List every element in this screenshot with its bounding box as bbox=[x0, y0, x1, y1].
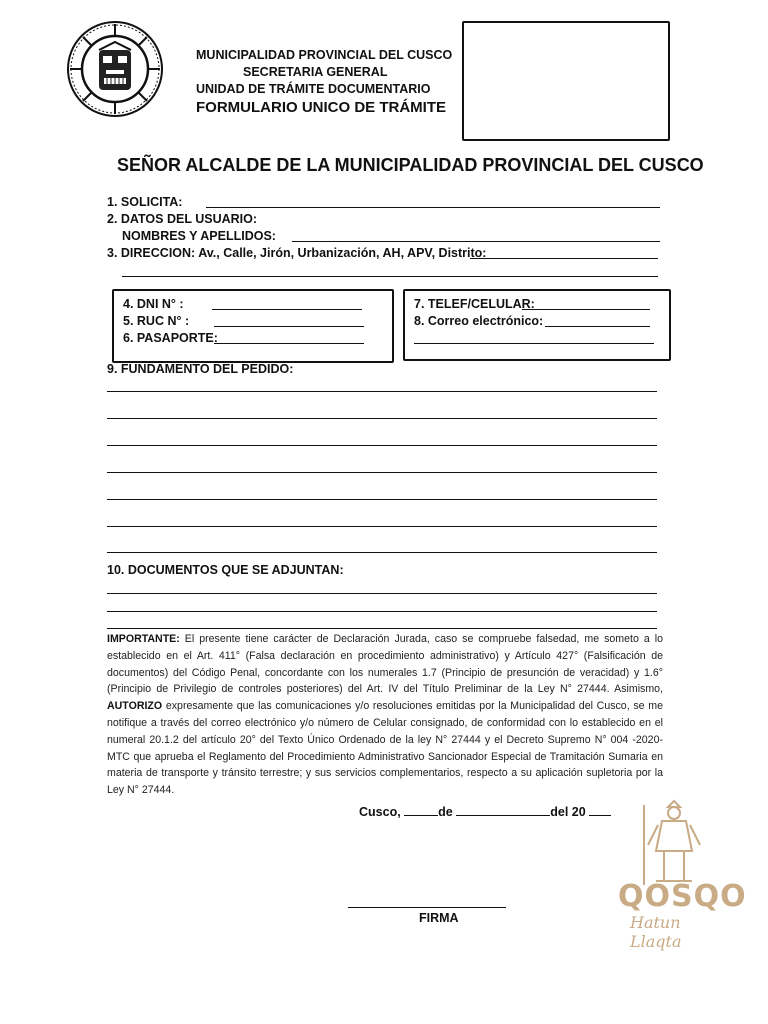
signature-label: FIRMA bbox=[419, 911, 459, 925]
brand-name: QOSQO bbox=[618, 879, 747, 914]
form-title: FORMULARIO UNICO DE TRÁMITE bbox=[196, 99, 446, 116]
field-datos-label: 2. DATOS DEL USUARIO: bbox=[107, 212, 258, 226]
salutation-heading: SEÑOR ALCALDE DE LA MUNICIPALIDAD PROVINCIAL DEL CUSCO bbox=[117, 155, 704, 175]
field-fundamento-label: 9. FUNDAMENTO DEL PEDIDO: bbox=[107, 362, 294, 376]
date-year-blank[interactable] bbox=[589, 815, 611, 816]
fundamento-line[interactable] bbox=[107, 391, 657, 392]
fundamento-line[interactable] bbox=[107, 526, 657, 527]
header-line-2: SECRETARIA GENERAL bbox=[243, 65, 388, 79]
field-pasaporte-line[interactable] bbox=[214, 343, 364, 344]
documentos-line[interactable] bbox=[107, 628, 657, 629]
documentos-line[interactable] bbox=[107, 593, 657, 594]
notice-text-1: El presente tiene carácter de Declaración Jurada, caso se compruebe falsedad, me someto a lo establecido en el Art. 411° (Falsa declaración en procedimiento administrativo) y Artículo 427° (Falsificación de documentos) del Código Penal, concordante con los numerales 1.7 (Principio de presunción de veracidad) y 1.6° (Principio de Privilegio de controles posteriores) del Art. IV del Título Preliminar de la Ley N° 27444. Asimismo, bbox=[107, 633, 663, 696]
municipal-seal bbox=[66, 20, 164, 118]
field-nombres-line[interactable] bbox=[292, 241, 660, 242]
field-direccion-label: 3. DIRECCION: Av., Calle, Jirón, Urbanización, AH, APV, Distrito: bbox=[107, 246, 487, 260]
fundamento-line[interactable] bbox=[107, 499, 657, 500]
field-direccion-line-2[interactable] bbox=[122, 276, 658, 277]
field-dni-line[interactable] bbox=[212, 309, 362, 310]
fundamento-line[interactable] bbox=[107, 445, 657, 446]
notice-text-2: expresamente que las comunicaciones y/o resoluciones emitidas por la Municipalidad del Cusco, se me notifique a través del correo electrónico y/o número de Celular consignado, de conformidad con lo establecido en el numeral 20.1.2 del artículo 20° del Texto Único Ordenado de la ley N° 27444 y el Decreto Supremo N° 004 -2020-MTC que aprueba el Reglamento del Procedimiento Administrativo Sancionador Especial de Tramitación Sumaria en materia de transporte y tránsito terrestre; y sus servicios complementarios, respecto a su aplicación supletoria por la Ley N° 27444. bbox=[107, 700, 663, 797]
field-ruc-line[interactable] bbox=[214, 326, 364, 327]
date-city: Cusco, bbox=[359, 805, 401, 819]
fundamento-line[interactable] bbox=[107, 552, 657, 553]
seal-icon bbox=[66, 20, 164, 118]
date-day-blank[interactable] bbox=[404, 815, 438, 816]
signature-line[interactable] bbox=[348, 907, 506, 908]
date-line bbox=[359, 805, 611, 819]
field-direccion-line[interactable] bbox=[470, 258, 658, 259]
notice-lead: IMPORTANTE: bbox=[107, 633, 180, 645]
date-month-blank[interactable] bbox=[456, 815, 550, 816]
date-del: del 20 bbox=[550, 805, 586, 819]
field-documentos-label: 10. DOCUMENTOS QUE SE ADJUNTAN: bbox=[107, 563, 344, 577]
brand-tagline: Hatun Llaqta bbox=[630, 913, 682, 951]
photo-box bbox=[462, 21, 670, 141]
fundamento-line[interactable] bbox=[107, 418, 657, 419]
field-dni-label: 4. DNI N° : bbox=[123, 297, 184, 311]
field-solicita-label: 1. SOLICITA: bbox=[107, 195, 183, 209]
header-line-1: MUNICIPALIDAD PROVINCIAL DEL CUSCO bbox=[196, 48, 453, 62]
important-notice bbox=[107, 631, 663, 799]
qosqo-logo bbox=[614, 795, 747, 951]
field-correo-line-2[interactable] bbox=[414, 343, 654, 344]
documentos-line[interactable] bbox=[107, 611, 657, 612]
field-ruc-label: 5. RUC N° : bbox=[123, 314, 190, 328]
field-nombres-label: NOMBRES Y APELLIDOS: bbox=[122, 229, 276, 243]
field-correo-line[interactable] bbox=[545, 326, 650, 327]
field-telefono-label: 7. TELEF/CELULAR: bbox=[414, 297, 535, 311]
field-solicita-line[interactable] bbox=[206, 207, 660, 208]
date-de: de bbox=[438, 805, 453, 819]
field-pasaporte-label: 6. PASAPORTE: bbox=[123, 331, 218, 345]
field-correo-label: 8. Correo electrónico: bbox=[414, 314, 544, 328]
notice-emphasis: AUTORIZO bbox=[107, 700, 163, 713]
header-line-3: UNIDAD DE TRÁMITE DOCUMENTARIO bbox=[196, 82, 431, 96]
fundamento-line[interactable] bbox=[107, 472, 657, 473]
field-telefono-line[interactable] bbox=[522, 309, 650, 310]
